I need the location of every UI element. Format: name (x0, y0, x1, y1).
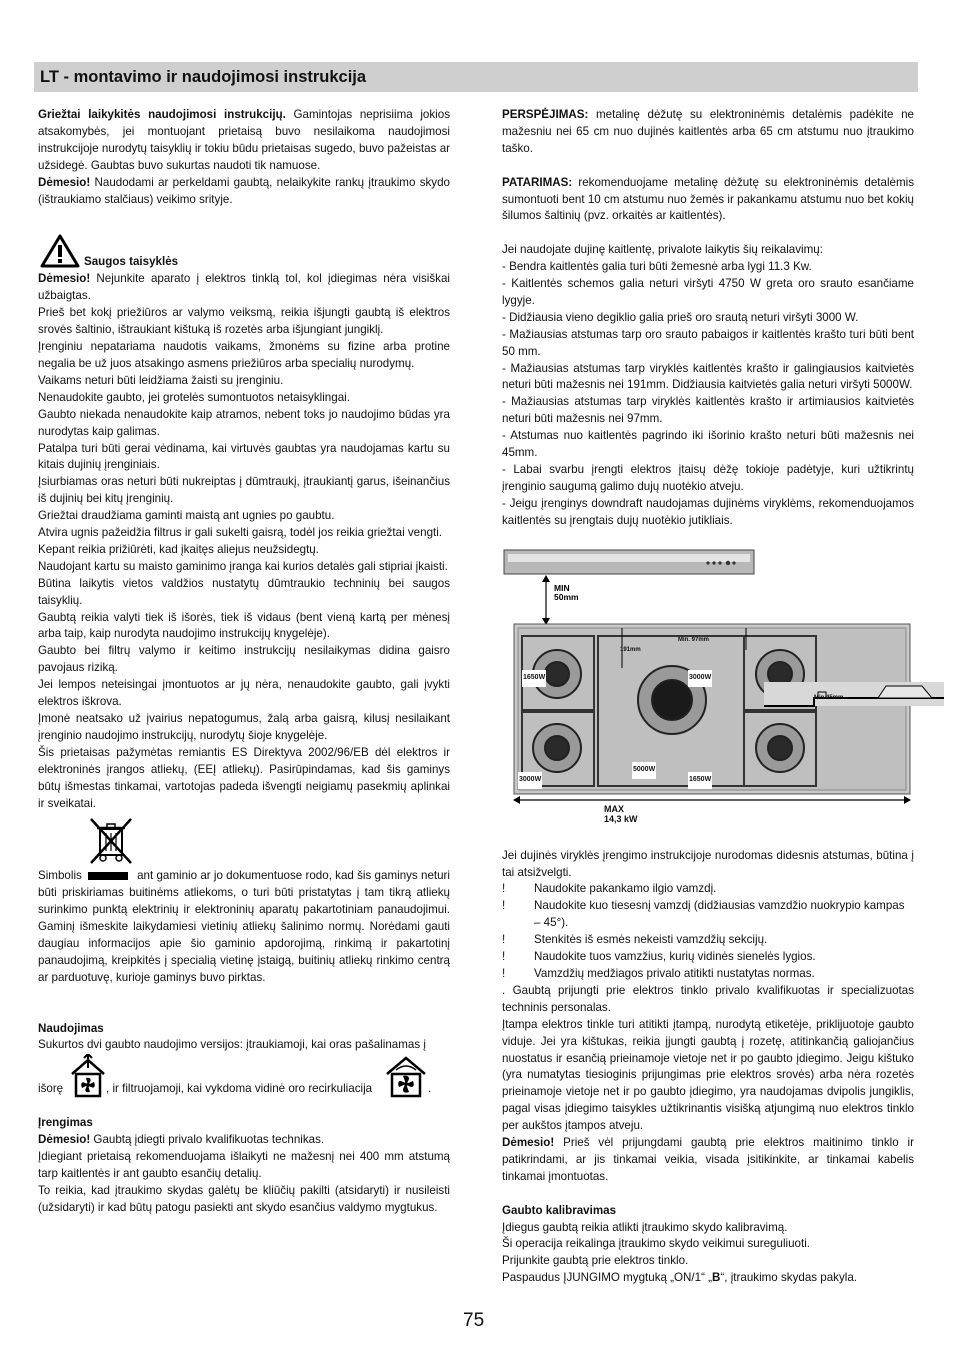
gas-rule: - Didžiausia vieno degiklio galia prieš oro srautą neturi viršyti 3000 W. (502, 310, 859, 324)
safety-rule: Įmonė neatsako už įvairius nepatogumus, žalą arba gaisrą, kilusį nesilaikant įrenginio naudojimo instrukcijų, nurodytų šioje knygelėje. (38, 712, 450, 742)
extraction-mode-icon (68, 1054, 108, 1098)
electrical-paragraph: Dėmesio! Prieš vėl prijungdami gaubtą prie elektros maitinimo tinklo ir patikrindami, ar jis tinkamai veikia, visada įsitikinkite, ar tinkamai kabelis tinkamai įmontuotas. (502, 1136, 914, 1183)
safety-rule: Gaubtą reikia valyti tiek iš išorės, tiek iš vidaus (bent vieną kartą per mėnesį arba taip, kaip nurodyta naudojimo instrukcijų knygelėje). (38, 610, 450, 641)
min-label: MIN 50mm (554, 582, 579, 602)
duct-bullet: ! Naudokite kuo tiesesnį vamzdį (didžiausias vamzdžio nuokrypio kampas – 45°). (502, 899, 905, 930)
intro-paragraph: Griežtai laikykitės naudojimosi instrukcijų. Gamintojas neprisiima jokios atsakomybės, jei montuojant prietaisą buvo nesilaikoma naudojimosi instrukcijoje nurodytų taisyklių ir tokiu būdu prietaisas sugedo, buvo pažeistas ar užsidegė. Gaubtas buvo sukurtas naudoti tik namuose. (38, 108, 450, 172)
gas-intro: Jei naudojate dujinę kaitlentę, privalote laikytis šių reikalavimų: (502, 243, 823, 257)
black-bar-symbol (88, 872, 128, 880)
electrical-paragraph: Įtampa elektros tinkle turi atitikti įtampą, nurodytą etiketėje, priklijuotoje gaubto viduje. Jei yra kištukas, reikia įjungti gaubtą į rozetę, atitinkančią galiojančius nuostatus ir esančią prieinamoje vietoje net ir po gaubto įdiegimo. Jeigu kištuko (yra numatytas tiesioginis prijungimas prie elektros srovės) arba nėra rozetės prieinamoje vietoje net ir po gaubto įdiegimo, yra naudojamas dvipolis jungiklis, pagal visas įdiegimo taisykles užtikrinantis visišką atjungimą nuo elektros tinklo per aukštos įtampos atveju. (502, 1017, 914, 1133)
weee-paragraph: Simbolis ant gaminio ar jo dokumentuose rodo, kad šis gaminys neturi būti priskiriamas buitinėms atliekoms, o turi būti pristatytas į tam tikrą atliekų surinkimo punktą elektrinių ir elektroninių aparatų pakartotiniam panaudojimui. Gaminį išmeskite laikydamiesi vietinių atliekų šalinimo normų. Norėdami gauti daugiau informacijos apie šio gaminio apdorojimą, rinkimą ir pakartotinį panaudojimą, kreipkitės į specialią vietinę įstaigą, buitinių atliekų rinkimo centrą ar parduotuvę, kurioje gaminys buvo pirktas. (38, 869, 450, 984)
duct-bullet: ! Stenkitės iš esmės nekeisti vamzdžių sekcijų. (502, 933, 768, 947)
safety-rule: Naudojant kartu su maisto gaminimo įranga kai kurios detalės gali stipriai įkaisti. (38, 559, 448, 573)
gas-rule: - Labai svarbu įrengti elektros įtaisų dėžę tokioje padėtyje, kuri užtikrintų įrenginio saugumą galimo dujų nuotėkio atveju. (502, 463, 914, 493)
page-header (34, 62, 918, 92)
page-header-title: LT - montavimo ir naudojimosi instrukcija (40, 68, 367, 86)
safety-rule: Įsiurbiamas oras neturi būti nukreiptas į dūmtraukį, įtraukiantį garus, išeinančius iš dujinių bei kitų įrenginių. (38, 475, 450, 506)
burner-power-label: 3000W (518, 772, 542, 789)
safety-rule: Griežtai draudžiama gaminti maistą ant ugnies po gaubtu. (38, 509, 335, 523)
safety-rule: Jei lempos neteisingai įmontuotos ar jų nėra, nenaudokite gaubto, gali įvykti elektros iškrova. (38, 678, 450, 709)
safety-first: Dėmesio! Nejunkite aparato į elektros tinklą tol, kol įdiegimas nėra visiškai užbaigtas. (38, 272, 450, 303)
safety-rule: Patalpa turi būti gerai vėdinama, kai virtuvės gaubtas yra naudojamas kartu su kitais dujinių įrenginiais. (38, 441, 450, 472)
burner-power-label: 5000W (632, 762, 656, 779)
burner-power-label: 1650W (688, 772, 712, 789)
gas-rule: - Jeigu įrenginys downdraft naudojamas dujinėms viryklėms, rekomenduojamos kaitlentės su įrengtais dujų nuotėkio jutikliais. (502, 496, 914, 527)
install-paragraph: Įdiegiant prietaisą rekomenduojama išlaikyti ne mažesnį nei 400 mm atstumą tarp kaitlentės ir ant gaubto esančių detalių. (38, 1150, 450, 1180)
gas-rule: - Mažiausias atstumas tarp oro srauto pabaigos ir kaitlentės krašto turi būti bent 50 mm. (502, 327, 914, 358)
calibration-line: Paspaudus ĮJUNGIMO mygtuką „ON/1“ „B“, įtraukimo skydas pakyla. (502, 1271, 858, 1285)
install-paragraph: Dėmesio! Gaubtą įdiegti privalo kvalifikuotas technikas. (38, 1133, 325, 1147)
burner-power-label: 3000W (688, 670, 712, 687)
safety-rule: Vaikams neturi būti leidžiama žaisti su įrenginiu. (38, 373, 284, 387)
safety-rule: Nenaudokite gaubto, jei grotelės sumontuotos netaisyklingai. (38, 390, 350, 404)
safety-rule: Šis prietaisas pažymėtas remiantis ES Direktyva 2002/96/EB dėl elektros ir elektroninės įrangos atliekų, (EEĮ atliekų). Pasirūpindamas, kad šis gaminys būtų išmestas tinkamai, vartotojas padeda išvengti neigiamų pasekmių aplinkai ir sveikatai. (38, 745, 450, 810)
crossed-bin-icon (88, 816, 134, 866)
usage-title: Naudojimas (38, 1021, 104, 1035)
calibration-title: Gaubto kalibravimas (502, 1203, 617, 1217)
safety-rule: Prieš bet kokį priežiūros ar valymo veiksmą, reikia išjungti gaubtą iš elektros srovės šaltinio, ištraukiant kištuką iš rozetės arba išjungiant jungiklį. (38, 306, 450, 337)
duct-bullet: ! Naudokite tuos vamzžius, kurių vidinės sienelės lygios. (502, 950, 816, 964)
burner-power-label: 1650W (522, 670, 546, 687)
install-title: Įrengimas (38, 1116, 93, 1130)
gas-rule: - Mažiausias atstumas tarp viryklės kaitlentės krašto ir galingiausios kaitvietės neturi būti mažesnis nei 191mm. Didžiausia kaitvietės galia neturi viršyti 5000W. (502, 361, 914, 392)
safety-rule: Kepant reikia prižiūrėti, kad įkaitęs aliejus neužsidegtų. (38, 542, 319, 556)
calibration-line: Įdiegus gaubtą reikia atlikti įtraukimo skydo kalibravimą. (502, 1220, 788, 1234)
gas-rule: - Bendra kaitlentės galia turi būti žemesnė arba lygi 11.3 Kw. (502, 260, 812, 274)
safety-rule: Įrenginiu nepatariama naudotis vaikams, žmonėms su fizine arba protine negalia be už juos atsakingo asmens priežiūros arba specialių nurodymų. (38, 340, 450, 370)
left-column (38, 107, 450, 1217)
duct-bullet: ! Naudokite pakankamo ilgio vamzdį. (502, 882, 717, 896)
usage-paragraph: Sukurtos dvi gaubto naudojimo versijos: įtraukiamoji, kai oras pašalinamas į (38, 1038, 426, 1052)
tip-paragraph: PATARIMAS: rekomenduojame metalinę dėžutę su elektroninėmis detalėmis sumontuoti bent 10 cm atstumu nuo žemės ir pakankamu atstumu nuo bet kokių šilumos šaltinių (pvz. orkaitės ar kaitlentės). (502, 175, 914, 223)
recirculation-mode-icon (384, 1054, 428, 1098)
calibration-line: Ši operacija reikalinga įtraukimo skydo veikimui sureguliuoti. (502, 1237, 811, 1251)
max-label: MAX 14,3 kW (604, 803, 638, 824)
install-paragraph: To reikia, kad įtraukimo skydas galėtų be kliūčių pakilti (atsidaryti) ir nusileisti (užsidaryti) ir kad būtų patogu pasiekti ant skydo esančius valdymo mygtukus. (38, 1183, 450, 1214)
duct-bullet: ! Vamzdžių medžiagos privalo atitikti nustatytas normas. (502, 966, 815, 980)
safety-rule: Gaubto niekada nenaudokite kaip atramos, nebent toks jo naudojimo būdas yra nurodytas kaip galimas. (38, 407, 450, 438)
safety-rule: Būtina laikytis vietos valdžios nustatytų dūmtraukio techninių bei saugos taisyklių. (38, 576, 450, 607)
dim-45-label: Min.45mm (814, 694, 844, 701)
safety-rule: Gaubto bei filtrų valymo ir keitimo instrukcijų nesilaikymas didina gaisro pavojaus riziką. (38, 644, 450, 675)
safety-title: Saugos taisyklės (84, 255, 179, 269)
safety-heading (38, 234, 450, 271)
duct-intro: Jei dujinės viryklės įrengimo instrukcijoje nurodomas didesnis atstumas, būtina į tai atsižvelgti. (502, 848, 914, 879)
warning-icon (40, 234, 80, 268)
gas-rule: - Atstumas nuo kaitlentės pagrindo iki išorinio krašto neturi būti mažesnis nei 45mm. (502, 429, 914, 460)
weee-block (38, 812, 450, 868)
usage-icons-line: išorę , ir filtruojamoji, kai vykdoma vidinė oro recirkuliacija . (38, 1054, 450, 1098)
dim-191-label: 191mm (620, 646, 641, 653)
page-number: 75 (463, 1310, 485, 1331)
safety-rule: Atvira ugnis pažeidžia filtrus ir gali sukelti gaisrą, todėl jos reikia griežtai vengti. (38, 526, 443, 540)
calibration-line: Prijunkite gaubtą prie elektros tinklo. (502, 1254, 689, 1268)
gas-rule: - Kaitlentės schemos galia neturi viršyti 4750 W greta oro srauto esančiame lygyje. (502, 277, 914, 307)
warning-paragraph: PERSPĖJIMAS: metalinę dėžutę su elektroninėmis detalėmis padėkite ne mažesniu nei 65 cm nuo dujinės kaitlentės arba 65 cm atstumu nuo įtraukimo taško. (502, 108, 914, 155)
gas-rule: - Mažiausias atstumas tarp viryklės kaitlentės krašto ir artimiausios kaitvietės neturi būti mažesnis nei 97mm. (502, 395, 914, 426)
hob-diagram (502, 548, 914, 848)
right-column (502, 107, 914, 1287)
dim-97-label: Min. 97mm (678, 636, 710, 643)
electrical-paragraph: . Gaubtą prijungti prie elektros tinklo privalo kvalifikuotas ir specializuotas techninis personalas. (502, 983, 914, 1014)
attention-paragraph: Dėmesio! Naudodami ar perkeldami gaubtą, nelaikykite rankų įtraukimo skydo (ištraukiamo stalčiaus) veikimo srityje. (38, 175, 450, 206)
